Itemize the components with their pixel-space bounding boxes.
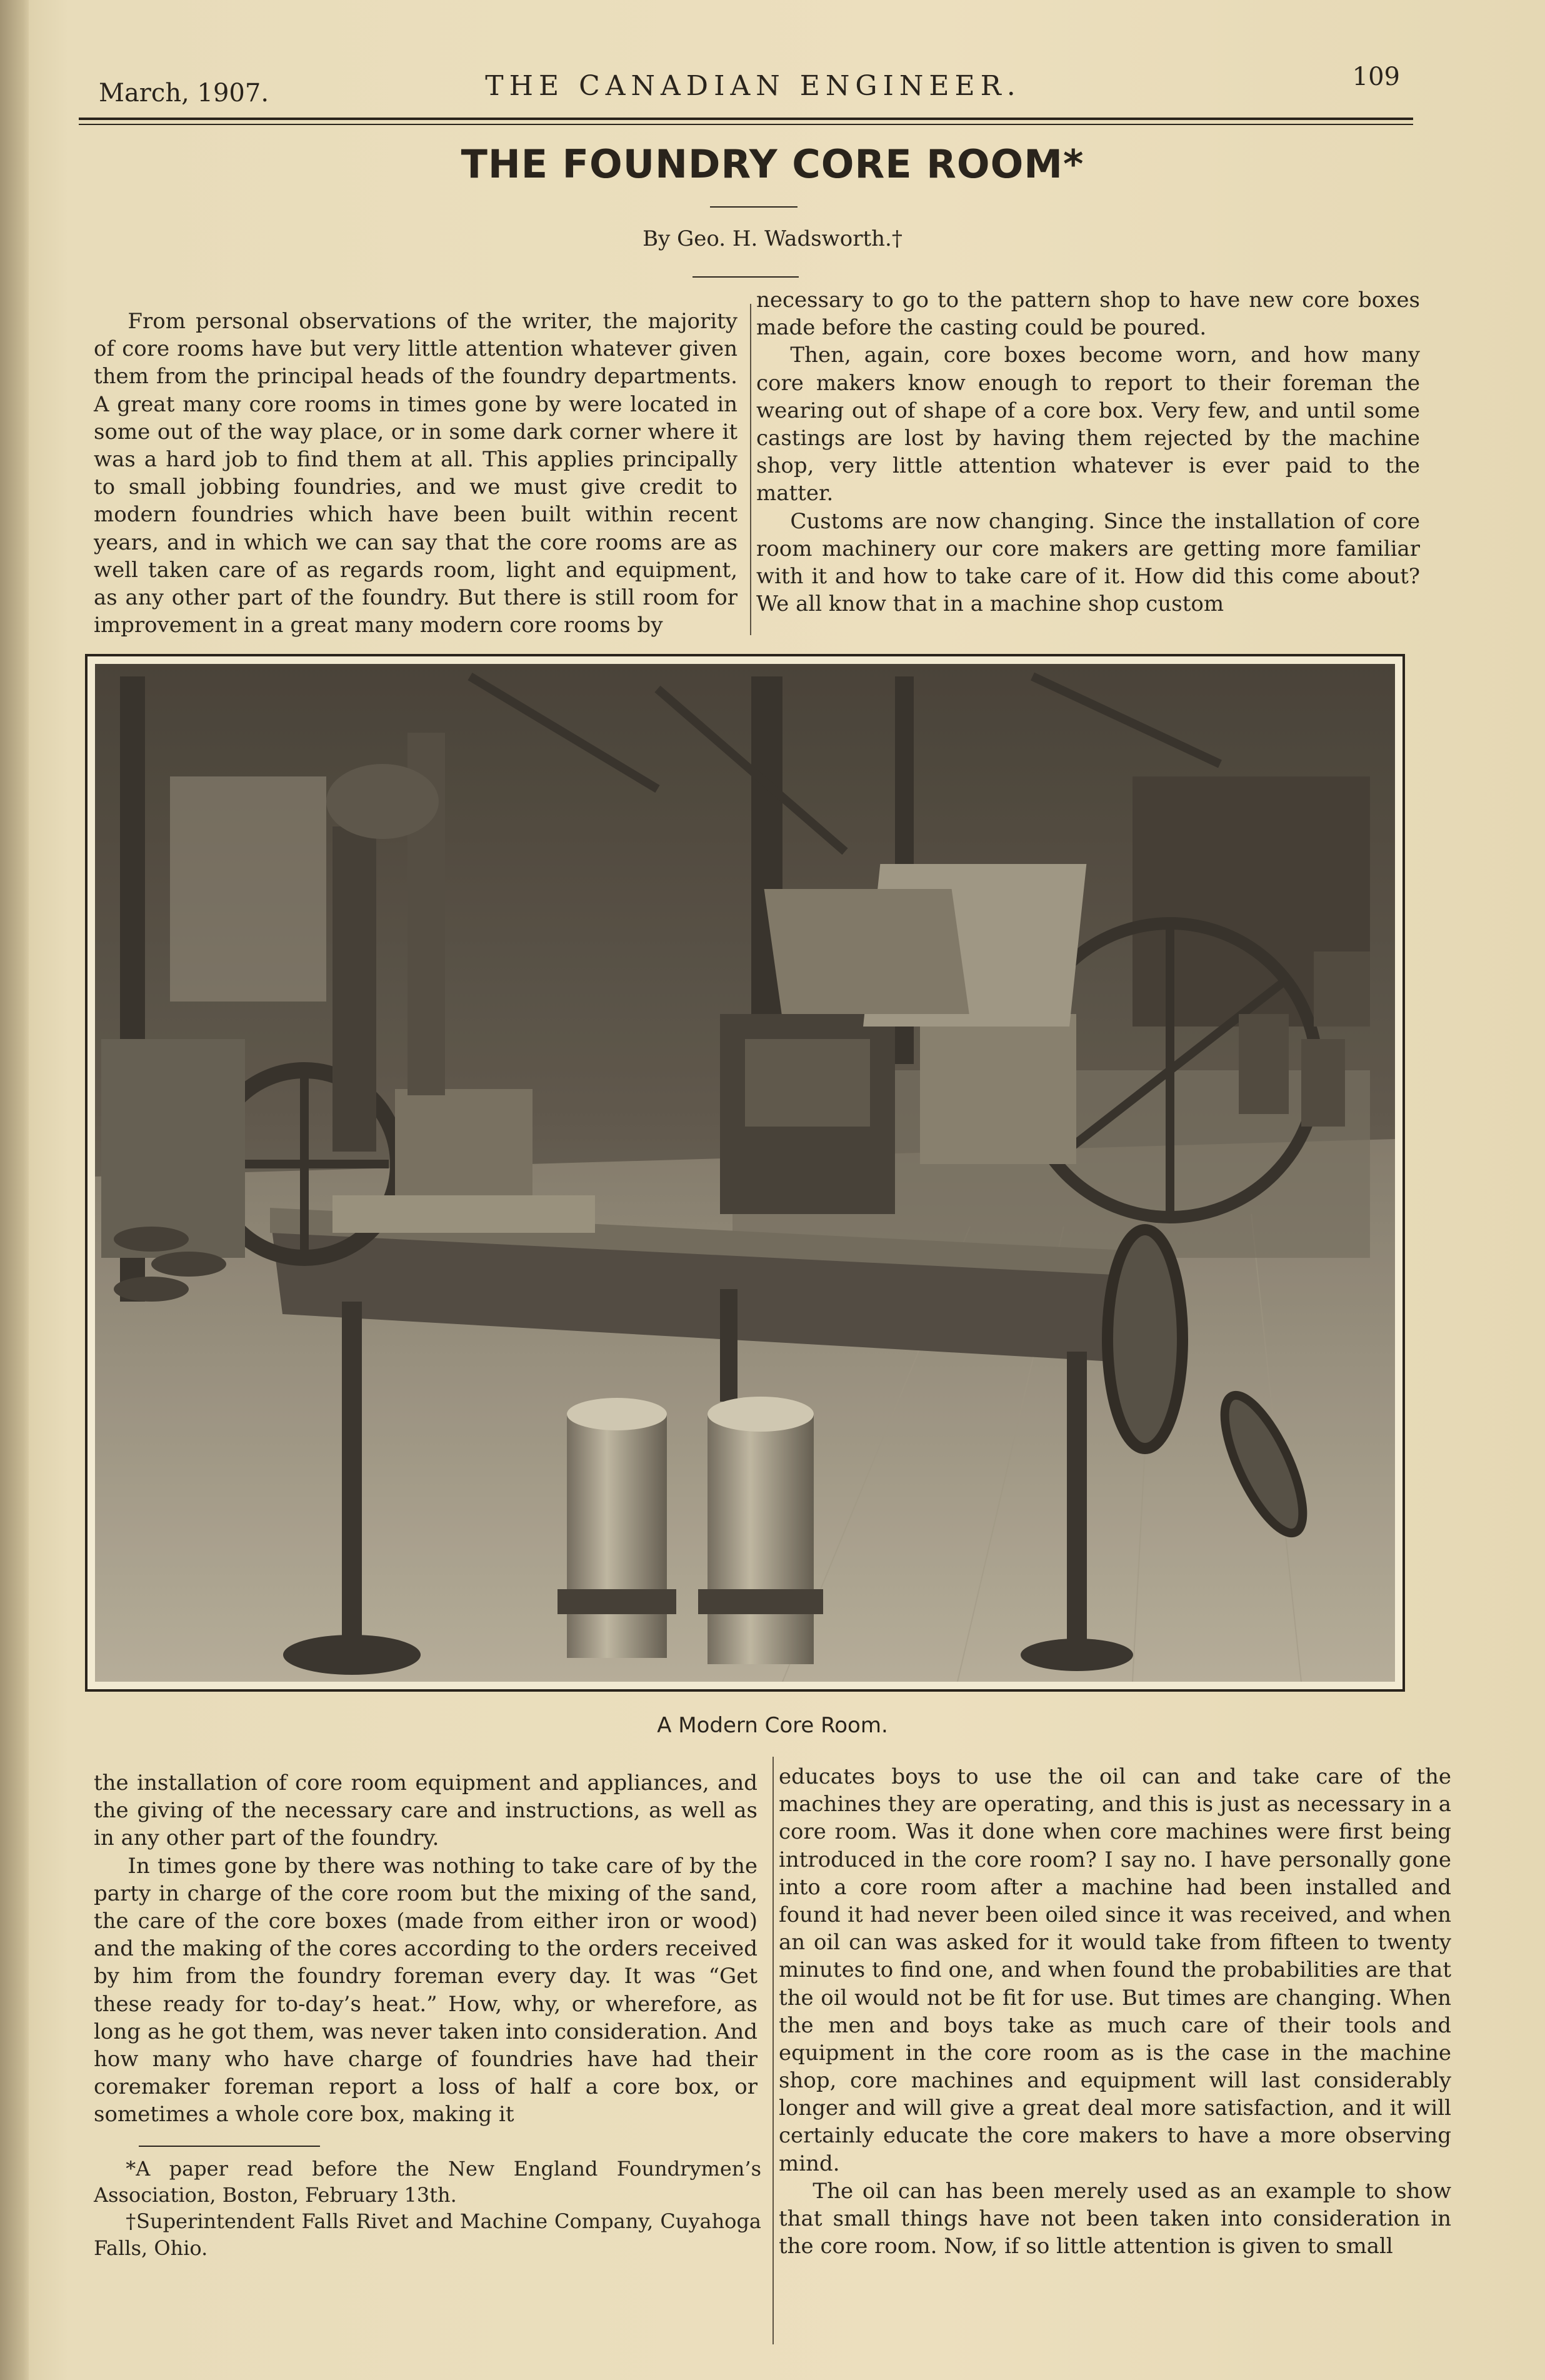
footnotes [94,2156,761,2261]
binding-gutter [0,0,29,2380]
paragraph: Customs are now changing. Since the installation of core room machinery our core makers are getting more familiar with it and how to take care of it. How did this come about? We all know that in a machine shop custom [756,508,1420,617]
header-rule-thin [79,124,1413,125]
byline-divider [692,276,799,278]
paragraph: Then, again, core boxes become worn, and how many core makers know enough to report to their foreman the wearing out of shape of a core box. Very few, and until some castings are lost by having them rejected by the machine shop, very little attention whatever is ever paid to the matter. [756,343,1420,506]
upper-right-column [756,286,1420,618]
paragraph: In times gone by there was nothing to take care of by the party in charge of the core room but the mixing of the sand, the care of the core boxes (made from either iron or wood) and the making of the cores according to the orders received by him from the foundry foreman every day. It was “Get these ready for to-day’s heat.” How, why, or wherefore, as long as he got them, was never taken into consideration. And how many who have charge of foundries have had their coremaker foreman report a loss of half a core box, or sometimes a whole core box, making it [94,1853,758,2127]
title-divider [710,206,798,208]
article-title: THE FOUNDRY CORE ROOM* [461,141,1084,187]
photo-caption: A Modern Core Room. [657,1713,888,1738]
paragraph: necessary to go to the pattern shop to have new core boxes made before the casting could be poured. [756,288,1420,341]
running-header [94,63,1412,113]
issue-date: March, 1907. [99,79,269,108]
journal-title: THE CANADIAN ENGINEER. [485,70,1021,102]
byline: By Geo. H. Wadsworth.† [642,226,902,251]
column-rule-lower [772,1757,774,2344]
core-room-photograph [95,664,1395,1682]
footnote-rule [139,2146,320,2147]
paragraph: The oil can has been merely used as an example to show that small things have not been taken into consideration in the core room. Now, if so little attention is given to small [779,2178,1451,2259]
lower-left-column [94,1769,758,2128]
paragraph: educates boys to use the oil can and take care of the machines they are operating, and this is just as necessary in a core room. Was it done when core machines were first being introduced in the core room? I say no. I have personally gone into a core room after a machine had been installed and found it had never been oiled since it was received, and when an oil can was asked for it would take from fifteen to twenty minutes to find one, and when found the probabilities are that the oil would not be fit for use. But times are changing. When the men and boys take as much care of their tools and equipment in the core room as is the case in the machine shop, core machines and equipment will last considerably longer and will give a great deal more satisfaction, and it will certainly educate the core makers to have a more observing mind. [779,1764,1451,2176]
upper-left-column [94,308,738,639]
paragraph: From personal observations of the writer, the majority of core rooms have but very little attention whatever given them from the principal heads of the foundry departments. A great many core rooms in times gone by were located in some out of the way place, or in some dark corner where it was a hard job to find them at all. This applies principally to small jobbing foundries, and we must give credit to modern foundries which have been built within recent years, and in which we can say that the core rooms are as well taken care of as regards room, light and equipment, as any other part of the foundry. But there is still room for improvement in a great many modern core rooms by [94,309,738,638]
column-rule-upper [750,304,751,635]
photo-frame [85,654,1405,1692]
header-rule-thick [79,118,1413,120]
footnote: †Superintendent Falls Rivet and Machine Company, Cuyahoga Falls, Ohio. [94,2209,761,2260]
lower-right-column [779,1763,1451,2260]
page-number: 109 [1352,63,1400,91]
photograph-image [95,664,1395,1682]
footnote: *A paper read before the New England Foundrymen’s Association, Boston, February 13th. [94,2157,761,2207]
paragraph: the installation of core room equipment and appliances, and the giving of the necessary care and instructions, as well as in any other part of the foundry. [94,1770,758,1851]
